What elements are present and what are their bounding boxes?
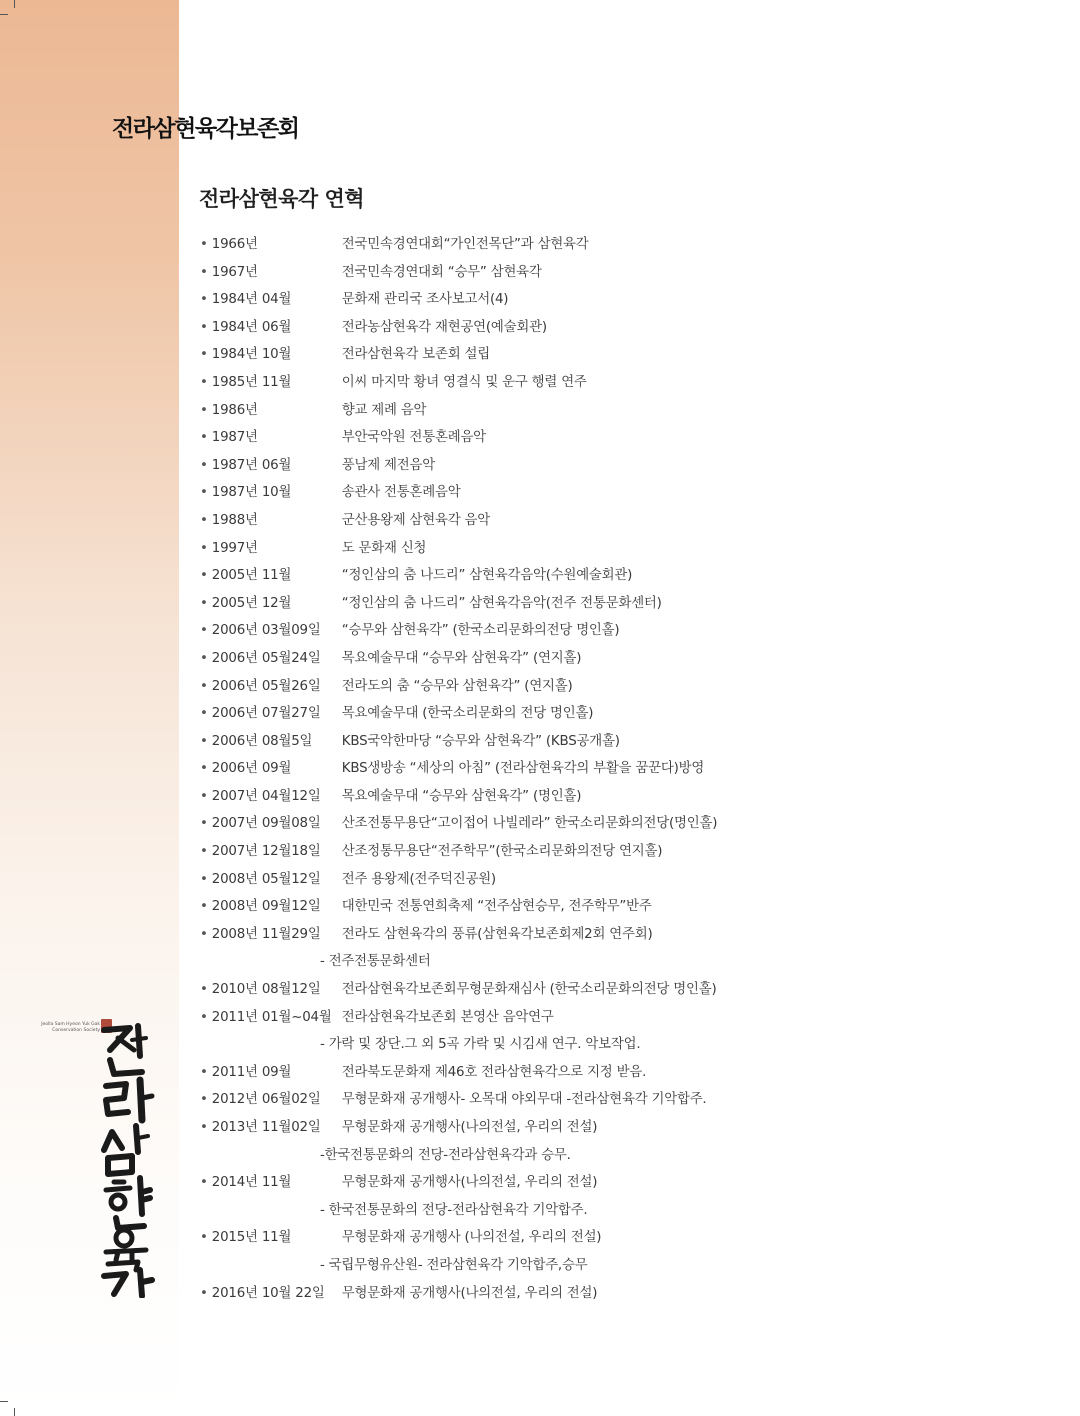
- history-event: 향교 제례 음악: [341, 402, 427, 418]
- history-date: 2006년 09월: [211, 761, 292, 777]
- history-row: [200, 921, 1060, 949]
- history-row: [200, 535, 1060, 563]
- history-date: 1987년: [211, 430, 258, 446]
- crop-mark-bottom: [14, 1408, 15, 1416]
- calligraphy-logo: [96, 1020, 160, 1298]
- history-event: 도 문화재 신청: [341, 540, 427, 556]
- bullet-dot: •: [200, 623, 212, 639]
- history-event: 군산용왕제 삼현육각 음악: [341, 512, 490, 528]
- history-date: 2008년 11월29일: [211, 926, 321, 942]
- history-row: [200, 590, 1060, 618]
- history-event: 무형문화재 공개행사(나의전설, 우리의 전설): [341, 1175, 598, 1191]
- history-date: 2007년 04월12일: [211, 788, 321, 804]
- bullet-dot: •: [200, 1092, 212, 1108]
- history-event: 문화재 관리국 조사보고서(4): [341, 292, 509, 308]
- history-event: 산조전통무용단“고이접어 나빌레라” 한국소리문화의전당(명인홀): [341, 816, 718, 832]
- bullet-dot: •: [200, 899, 212, 915]
- history-date: 2006년 03월09일: [211, 623, 321, 639]
- society-logo: 전라삼현육각보존회: [112, 115, 299, 142]
- history-date: 1967년: [211, 264, 258, 280]
- history-row: [200, 1280, 1060, 1308]
- bullet-dot: •: [200, 1285, 212, 1301]
- bullet-dot: •: [200, 568, 212, 584]
- history-event: 산조정통무용단“전주학무”(한국소리문화의전당 연지홀): [341, 844, 663, 860]
- history-date: 2010년 08월12일: [211, 982, 321, 998]
- bullet-dot: •: [200, 264, 212, 280]
- history-row: [200, 1142, 1060, 1170]
- history-row: [200, 948, 1060, 976]
- history-row: [200, 893, 1060, 921]
- history-event: 무형문화재 공개행사- 오목대 야외무대 -전라삼현육각 기악합주.: [341, 1092, 707, 1108]
- history-date: 2006년 08월5일: [211, 733, 313, 749]
- history-event: 목요예술무대 “승무와 삼현육각” (명인홀): [341, 788, 582, 804]
- bullet-dot: •: [200, 402, 212, 418]
- history-event: - 한국전통문화의 전당-전라삼현육각 기악합주.: [320, 1202, 588, 1218]
- history-row: [200, 617, 1060, 645]
- history-row: [200, 1031, 1060, 1059]
- history-event: 부안국악원 전통혼례음악: [341, 430, 486, 446]
- history-row: [200, 562, 1060, 590]
- bullet-dot: •: [200, 540, 212, 556]
- history-row: [200, 341, 1060, 369]
- history-event: 송관사 전통혼례음악: [341, 485, 461, 501]
- history-row: [200, 810, 1060, 838]
- history-event: 전라삼현육각 보존회 설립: [341, 347, 490, 363]
- history-date: 2006년 05월26일: [211, 678, 321, 694]
- bullet-dot: •: [200, 1009, 212, 1025]
- crop-mark-top: [14, 0, 15, 8]
- crop-mark-bottom-left: [0, 1401, 8, 1402]
- history-event: 전라도 삼현육각의 풍류(삼현육각보존회제2회 연주회): [341, 926, 653, 942]
- history-date: 2008년 09월12일: [211, 899, 321, 915]
- bullet-dot: •: [200, 1064, 212, 1080]
- history-row: [200, 1086, 1060, 1114]
- history-event: 무형문화재 공개행사 (나의전설, 우리의 전설): [341, 1230, 602, 1246]
- history-date: 2015년 11월: [211, 1230, 292, 1246]
- bullet-dot: •: [200, 871, 212, 887]
- history-date: 1984년 06월: [211, 319, 292, 335]
- bullet-dot: •: [200, 485, 212, 501]
- crop-mark-top-left: [0, 14, 8, 15]
- history-date: 1984년 04월: [211, 292, 292, 308]
- history-date: 1966년: [211, 237, 258, 252]
- history-event: 전라도의 춤 “승무와 삼현육각” (연지홀): [341, 678, 573, 694]
- bullet-dot: •: [200, 1120, 212, 1135]
- history-event: - 전주전통문화센터: [320, 954, 431, 970]
- bullet-dot: •: [200, 1175, 212, 1191]
- history-event: KBS국악한마당 “승무와 삼현육각” (KBS공개홀): [341, 733, 620, 749]
- history-event: 전라농삼현육각 재현공연(예술회관): [341, 319, 547, 335]
- history-row: [200, 866, 1060, 894]
- history-date: 2006년 05월24일: [211, 650, 321, 666]
- history-event: 무형문화재 공개행사(나의전설, 우리의 전설): [341, 1120, 598, 1135]
- bullet-dot: •: [200, 761, 212, 777]
- history-date: 1988년: [211, 512, 258, 528]
- history-date: 2011년 01월~04월: [211, 1009, 332, 1025]
- history-date: 2012년 06월02일: [211, 1092, 321, 1108]
- history-event: 무형문화재 공개행사(나의전설, 우리의 전설): [341, 1285, 598, 1301]
- history-event: 풍남제 제전음악: [341, 457, 435, 473]
- history-date: 1987년 10월: [211, 485, 292, 501]
- history-row: [200, 838, 1060, 866]
- history-row: [200, 452, 1060, 480]
- page-title: 전라삼현육각 연혁: [199, 187, 365, 211]
- history-event: “정인삼의 춤 나드리” 삼현육각음악(수원예술회관): [341, 568, 633, 584]
- bullet-dot: •: [200, 319, 212, 335]
- history-row: [200, 783, 1060, 811]
- history-row: [200, 314, 1060, 342]
- history-date: 2008년 05월12일: [211, 871, 321, 887]
- bullet-dot: •: [200, 788, 212, 804]
- history-event: 전국민속경연대회“가인전목단”과 삼현육각: [341, 237, 589, 252]
- history-event: 이씨 마지막 황녀 영결식 및 운구 행렬 연주: [341, 374, 587, 390]
- history-row: [200, 1252, 1060, 1280]
- history-date: 1984년 10월: [211, 347, 292, 363]
- history-date: 2016년 10월 22일: [211, 1285, 325, 1301]
- history-row: [200, 397, 1060, 425]
- bullet-dot: •: [200, 512, 212, 528]
- history-date: 2006년 07월27일: [211, 706, 321, 722]
- history-row: [200, 479, 1060, 507]
- bullet-dot: •: [200, 678, 212, 694]
- history-event: - 국립무형유산원- 전라삼현육각 기악합주,승무: [320, 1257, 588, 1273]
- history-row: [200, 231, 1060, 259]
- history-event: 전라북도문화재 제46호 전라삼현육각으로 지정 받음.: [341, 1064, 647, 1080]
- history-row: [200, 507, 1060, 535]
- history-event: 전라삼현육각보존회무형문화재심사 (한국소리문화의전당 명인홀): [341, 982, 717, 998]
- bullet-dot: •: [200, 374, 212, 390]
- history-date: 2014년 11월: [211, 1175, 292, 1191]
- history-date: 1986년: [211, 402, 258, 418]
- side-logo-caption: Jeolla Sam Hyeon Yuk Gak Conservation Society: [41, 1022, 100, 1033]
- bullet-dot: •: [200, 844, 212, 860]
- history-row: [200, 700, 1060, 728]
- history-event: 대한민국 전통연희축제 “전주삼현승무, 전주학무”반주: [341, 899, 652, 915]
- history-row: [200, 1114, 1060, 1142]
- history-event: 전국민속경연대회 “승무” 삼현육각: [341, 264, 542, 280]
- bullet-dot: •: [200, 595, 212, 611]
- history-row: [200, 369, 1060, 397]
- history-event: 목요예술무대 “승무와 삼현육각” (연지홀): [341, 650, 582, 666]
- bullet-dot: •: [200, 926, 212, 942]
- bullet-dot: •: [200, 816, 212, 832]
- bullet-dot: •: [200, 733, 212, 749]
- bullet-dot: •: [200, 292, 212, 308]
- history-row: [200, 1169, 1060, 1197]
- history-date: 1987년 06월: [211, 457, 292, 473]
- history-event: - 가락 및 장단.그 외 5곡 가락 및 시김새 연구. 악보작업.: [320, 1037, 641, 1053]
- bullet-dot: •: [200, 982, 212, 998]
- history-row: [200, 286, 1060, 314]
- history-date: 2013년 11월02일: [211, 1120, 321, 1135]
- bullet-dot: •: [200, 430, 212, 446]
- history-event: “승무와 삼현육각” (한국소리문화의전당 명인홀): [341, 623, 620, 639]
- bullet-dot: •: [200, 1230, 212, 1246]
- bullet-dot: •: [200, 237, 212, 252]
- history-date: 1997년: [211, 540, 258, 556]
- history-row: [200, 259, 1060, 287]
- history-event: 전주 용왕제(전주덕진공원): [341, 871, 496, 887]
- history-date: 2007년 12월18일: [211, 844, 321, 860]
- bullet-dot: •: [200, 650, 212, 666]
- history-date: 2007년 09월08일: [211, 816, 321, 832]
- history-row: [200, 424, 1060, 452]
- history-row: [200, 728, 1060, 756]
- history-date: 1985년 11월: [211, 374, 292, 390]
- history-row: [200, 755, 1060, 783]
- history-row: [200, 645, 1060, 673]
- history-event: “정인삼의 춤 나드리” 삼현육각음악(전주 전통문화센터): [341, 595, 662, 611]
- history-row: [200, 1004, 1060, 1032]
- history-date: 2005년 11월: [211, 568, 292, 584]
- history-row: [200, 1059, 1060, 1087]
- history-event: -한국전통문화의 전당-전라삼현육각과 승무.: [320, 1147, 571, 1163]
- history-row: [200, 673, 1060, 701]
- history-date: 2011년 09월: [211, 1064, 292, 1080]
- bullet-dot: •: [200, 457, 212, 473]
- history-list: [200, 231, 1060, 1307]
- bullet-dot: •: [200, 706, 212, 722]
- history-row: [200, 1224, 1060, 1252]
- history-event: 목요예술무대 (한국소리문화의 전당 명인홀): [341, 706, 594, 722]
- history-event: 전라삼현육각보존회 본영산 음악연구: [341, 1009, 554, 1025]
- history-row: [200, 976, 1060, 1004]
- bullet-dot: •: [200, 347, 212, 363]
- history-event: KBS생방송 “세상의 아침” (전라삼현육각의 부활을 꿈꾼다)방영: [341, 761, 705, 777]
- history-date: 2005년 12월: [211, 595, 292, 611]
- history-row: [200, 1197, 1060, 1225]
